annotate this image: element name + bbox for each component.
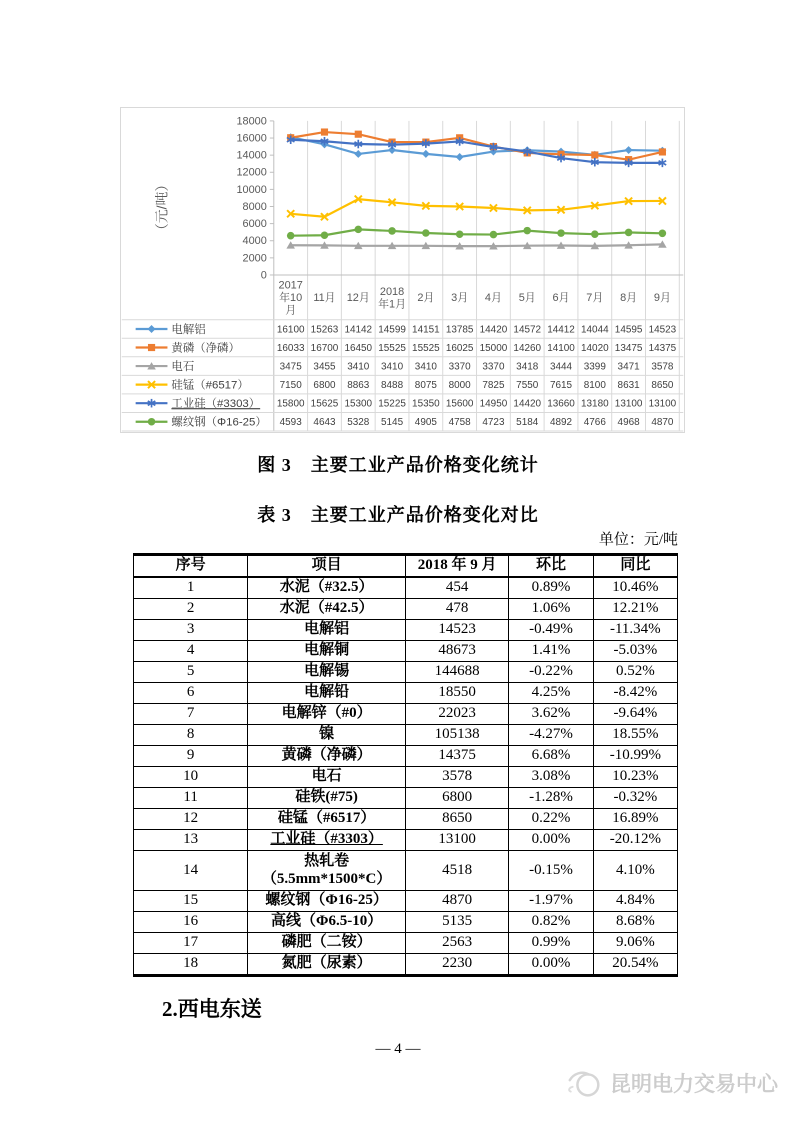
cell-price: 13100 <box>405 830 508 851</box>
cell-item: 硅锰（#6517） <box>248 809 406 830</box>
svg-text:9月: 9月 <box>653 292 671 305</box>
column-header: 2018 年 9 月 <box>405 555 508 578</box>
svg-text:2月: 2月 <box>417 292 435 305</box>
svg-text:16450: 16450 <box>344 343 373 354</box>
cell-yoy: 18.55% <box>593 725 677 746</box>
svg-text:电石: 电石 <box>171 361 195 374</box>
unit-label: 单位：元/吨 <box>598 532 678 548</box>
cell-item: 工业硅（#3303） <box>248 830 406 851</box>
svg-text:8000: 8000 <box>448 380 471 392</box>
table-row <box>134 891 678 912</box>
table-row <box>134 788 678 809</box>
svg-text:13660: 13660 <box>547 398 575 410</box>
svg-text:3475: 3475 <box>279 361 302 373</box>
svg-text:3444: 3444 <box>549 361 573 373</box>
svg-text:13785: 13785 <box>445 324 474 336</box>
comparison-table <box>133 553 678 977</box>
cell-item: 电解锌（#0） <box>248 704 406 725</box>
cell-item: 螺纹钢（Φ16-25） <box>248 891 406 912</box>
cell-index: 12 <box>134 809 248 830</box>
cell-index: 8 <box>134 725 248 746</box>
svg-text:16025: 16025 <box>445 343 474 354</box>
cell-yoy: -8.42% <box>593 683 677 704</box>
cell-mom: -0.15% <box>509 851 593 891</box>
cell-yoy: 4.10% <box>593 851 677 891</box>
svg-text:14595: 14595 <box>614 324 643 336</box>
footer-brand-lockup <box>566 1066 778 1100</box>
svg-text:15225: 15225 <box>378 398 406 410</box>
svg-text:4月: 4月 <box>484 292 502 305</box>
cell-mom: -4.27% <box>509 725 593 746</box>
svg-text:4968: 4968 <box>617 417 640 429</box>
svg-text:18000: 18000 <box>236 115 267 128</box>
svg-text:4723: 4723 <box>482 417 505 429</box>
svg-text:2018: 2018 <box>379 285 405 298</box>
cell-index: 15 <box>134 891 248 912</box>
svg-text:14950: 14950 <box>479 398 508 410</box>
cell-index: 5 <box>134 662 248 683</box>
svg-text:14151: 14151 <box>412 324 440 336</box>
cell-item: 电解锡 <box>248 662 406 683</box>
table-row <box>134 767 678 788</box>
cell-price: 14523 <box>405 620 508 641</box>
cell-item: 水泥（#32.5） <box>248 577 406 599</box>
svg-text:（元/吨）: （元/吨） <box>153 177 170 238</box>
svg-text:4000: 4000 <box>242 235 267 248</box>
cell-item: 氮肥（尿素） <box>248 954 406 976</box>
svg-text:8000: 8000 <box>242 200 267 213</box>
svg-text:13180: 13180 <box>581 398 609 410</box>
cell-price: 8650 <box>405 809 508 830</box>
cell-mom: 0.99% <box>509 933 593 954</box>
svg-text:4892: 4892 <box>549 417 573 429</box>
cell-index: 16 <box>134 912 248 933</box>
table-row <box>134 933 678 954</box>
svg-text:4870: 4870 <box>651 417 674 429</box>
svg-text:14260: 14260 <box>513 343 542 354</box>
cell-mom: -0.22% <box>509 662 593 683</box>
cell-item: 黄磷（净磷） <box>248 746 406 767</box>
svg-text:3418: 3418 <box>516 361 539 373</box>
cell-yoy: 8.68% <box>593 912 677 933</box>
cell-item: 电石 <box>248 767 406 788</box>
cell-price: 2230 <box>405 954 508 976</box>
cell-mom: 0.00% <box>509 954 593 976</box>
cell-price: 18550 <box>405 683 508 704</box>
cell-index: 4 <box>134 641 248 662</box>
svg-text:3月: 3月 <box>451 292 469 305</box>
table-row <box>134 830 678 851</box>
svg-text:15263: 15263 <box>310 324 339 336</box>
cell-item: 电解铅 <box>248 683 406 704</box>
svg-text:3410: 3410 <box>414 361 437 373</box>
cell-index: 1 <box>134 577 248 599</box>
price-trend-chart-svg <box>121 108 684 432</box>
svg-text:14523: 14523 <box>648 324 677 336</box>
table-row <box>134 851 678 891</box>
svg-text:3370: 3370 <box>482 361 505 373</box>
table-row <box>134 725 678 746</box>
cell-mom: 3.62% <box>509 704 593 725</box>
svg-text:3578: 3578 <box>651 361 674 373</box>
table-row <box>134 912 678 933</box>
table-row <box>134 577 678 599</box>
table-row <box>134 620 678 641</box>
cell-mom: 1.06% <box>509 599 593 620</box>
svg-text:7150: 7150 <box>279 380 302 392</box>
cell-index: 13 <box>134 830 248 851</box>
svg-text:8100: 8100 <box>583 380 606 392</box>
column-header: 同比 <box>593 555 677 578</box>
cell-yoy: -0.32% <box>593 788 677 809</box>
svg-text:月: 月 <box>285 304 297 317</box>
svg-text:15800: 15800 <box>276 398 305 410</box>
table-row <box>134 599 678 620</box>
price-trend-chart <box>120 107 685 433</box>
cell-index: 11 <box>134 788 248 809</box>
cell-mom: 0.22% <box>509 809 593 830</box>
cell-mom: -0.49% <box>509 620 593 641</box>
svg-text:11月: 11月 <box>313 292 336 305</box>
svg-text:14044: 14044 <box>581 324 609 336</box>
cell-index: 9 <box>134 746 248 767</box>
cell-mom: 0.89% <box>509 577 593 599</box>
section-heading: 2.西电东送 <box>162 997 262 1021</box>
cell-price: 4518 <box>405 851 508 891</box>
svg-text:3471: 3471 <box>617 361 640 373</box>
svg-text:年10: 年10 <box>279 292 303 305</box>
footer-brand-text: 昆明电力交易中心 <box>610 1073 778 1096</box>
cell-yoy: 10.46% <box>593 577 677 599</box>
cell-index: 6 <box>134 683 248 704</box>
svg-text:14020: 14020 <box>581 343 609 354</box>
cell-yoy: 12.21% <box>593 599 677 620</box>
svg-text:14420: 14420 <box>513 398 542 410</box>
svg-text:2000: 2000 <box>242 252 267 265</box>
svg-text:15600: 15600 <box>445 398 474 410</box>
cell-yoy: -10.99% <box>593 746 677 767</box>
cell-yoy: -9.64% <box>593 704 677 725</box>
svg-text:5184: 5184 <box>516 417 539 429</box>
svg-text:14412: 14412 <box>547 324 575 336</box>
svg-text:12月: 12月 <box>346 292 370 305</box>
cell-price: 3578 <box>405 767 508 788</box>
figure-caption: 图 3 主要工业产品价格变化统计 <box>257 455 539 475</box>
cell-price: 48673 <box>405 641 508 662</box>
cell-yoy: -20.12% <box>593 830 677 851</box>
svg-text:8650: 8650 <box>651 380 674 392</box>
cell-item: 高线（Φ6.5-10） <box>248 912 406 933</box>
cell-item: 电解铝 <box>248 620 406 641</box>
svg-text:4905: 4905 <box>414 417 437 429</box>
cell-yoy: 16.89% <box>593 809 677 830</box>
column-header: 项目 <box>248 555 406 578</box>
svg-text:6000: 6000 <box>242 218 267 231</box>
cell-price: 105138 <box>405 725 508 746</box>
svg-text:5145: 5145 <box>381 417 404 429</box>
cell-index: 3 <box>134 620 248 641</box>
svg-text:年1月: 年1月 <box>378 298 407 311</box>
cell-yoy: 9.06% <box>593 933 677 954</box>
cell-yoy: 0.52% <box>593 662 677 683</box>
cell-index: 14 <box>134 851 248 891</box>
svg-text:4766: 4766 <box>583 417 606 429</box>
cell-price: 4870 <box>405 891 508 912</box>
cell-price: 5135 <box>405 912 508 933</box>
cell-mom: -1.97% <box>509 891 593 912</box>
svg-text:黄磷（净磷）: 黄磷（净磷） <box>171 342 240 355</box>
cell-price: 2563 <box>405 933 508 954</box>
cell-mom: 4.25% <box>509 683 593 704</box>
cell-yoy: -11.34% <box>593 620 677 641</box>
cell-item: 镍 <box>248 725 406 746</box>
svg-text:13475: 13475 <box>614 343 643 354</box>
table-row <box>134 704 678 725</box>
svg-text:8075: 8075 <box>414 380 437 392</box>
svg-text:8月: 8月 <box>620 292 638 305</box>
svg-text:15350: 15350 <box>412 398 440 410</box>
cell-item: 电解铜 <box>248 641 406 662</box>
comparison-table-header-row <box>134 555 678 578</box>
svg-text:14599: 14599 <box>378 324 406 336</box>
cell-yoy: 10.23% <box>593 767 677 788</box>
cell-index: 2 <box>134 599 248 620</box>
svg-text:7825: 7825 <box>482 380 505 392</box>
cell-price: 14375 <box>405 746 508 767</box>
svg-text:3410: 3410 <box>347 361 370 373</box>
svg-text:8488: 8488 <box>381 380 404 392</box>
cell-yoy: -5.03% <box>593 641 677 662</box>
cell-index: 17 <box>134 933 248 954</box>
svg-text:13100: 13100 <box>648 398 677 410</box>
svg-text:5328: 5328 <box>347 417 370 429</box>
svg-text:14420: 14420 <box>479 324 508 336</box>
svg-text:工业硅（#3303）: 工业硅（#3303） <box>171 398 261 411</box>
svg-text:14000: 14000 <box>236 149 267 162</box>
svg-text:7615: 7615 <box>549 380 573 392</box>
svg-text:15525: 15525 <box>378 343 406 354</box>
cell-mom: 6.68% <box>509 746 593 767</box>
table-row <box>134 683 678 704</box>
svg-text:3455: 3455 <box>313 361 336 373</box>
svg-text:15625: 15625 <box>310 398 339 410</box>
cell-mom: 0.82% <box>509 912 593 933</box>
cell-price: 144688 <box>405 662 508 683</box>
cell-index: 7 <box>134 704 248 725</box>
svg-text:4593: 4593 <box>279 417 302 429</box>
svg-text:14375: 14375 <box>648 343 677 354</box>
svg-text:13100: 13100 <box>614 398 643 410</box>
svg-text:15300: 15300 <box>344 398 373 410</box>
svg-text:10000: 10000 <box>236 183 267 196</box>
svg-text:5月: 5月 <box>518 292 536 305</box>
cell-mom: 1.41% <box>509 641 593 662</box>
column-header: 序号 <box>134 555 248 578</box>
table-row <box>134 662 678 683</box>
svg-text:8631: 8631 <box>617 380 640 392</box>
page-number: — 4 — <box>375 1041 421 1057</box>
cell-index: 10 <box>134 767 248 788</box>
svg-text:4643: 4643 <box>313 417 336 429</box>
cell-mom: 0.00% <box>509 830 593 851</box>
cell-price: 454 <box>405 577 508 599</box>
svg-text:14142: 14142 <box>344 324 373 336</box>
table-row <box>134 809 678 830</box>
svg-text:7月: 7月 <box>586 292 604 305</box>
cell-price: 6800 <box>405 788 508 809</box>
svg-text:14572: 14572 <box>513 324 542 336</box>
svg-text:15525: 15525 <box>412 343 440 354</box>
cell-item: 磷肥（二铵） <box>248 933 406 954</box>
cell-price: 478 <box>405 599 508 620</box>
column-header: 环比 <box>509 555 593 578</box>
svg-text:3399: 3399 <box>583 361 606 373</box>
svg-text:16000: 16000 <box>236 132 267 145</box>
svg-text:0: 0 <box>260 269 267 282</box>
svg-text:16033: 16033 <box>276 343 305 354</box>
svg-text:8863: 8863 <box>347 380 370 392</box>
table-row <box>134 746 678 767</box>
table-caption: 表 3 主要工业产品价格变化对比 <box>257 505 539 525</box>
cell-item: 硅铁(#75) <box>248 788 406 809</box>
svg-text:12000: 12000 <box>236 166 267 179</box>
svg-text:电解铝: 电解铝 <box>171 323 206 336</box>
cell-item: 热轧卷 （5.5mm*1500*C） <box>248 851 406 891</box>
svg-text:2017: 2017 <box>278 279 303 292</box>
svg-text:3370: 3370 <box>448 361 471 373</box>
cell-price: 22023 <box>405 704 508 725</box>
svg-text:16700: 16700 <box>310 343 339 354</box>
svg-text:6800: 6800 <box>313 380 336 392</box>
svg-text:14100: 14100 <box>547 343 575 354</box>
cell-yoy: 20.54% <box>593 954 677 976</box>
svg-text:3410: 3410 <box>381 361 404 373</box>
cell-index: 18 <box>134 954 248 976</box>
svg-text:7550: 7550 <box>516 380 539 392</box>
svg-text:硅锰（#6517）: 硅锰（#6517） <box>171 379 249 392</box>
svg-text:6月: 6月 <box>552 292 570 305</box>
svg-text:螺纹钢（Φ16-25）: 螺纹钢（Φ16-25） <box>171 416 267 429</box>
cell-mom: 3.08% <box>509 767 593 788</box>
footer-logo-icon <box>566 1066 604 1100</box>
table-row <box>134 641 678 662</box>
table-row <box>134 954 678 976</box>
svg-text:16100: 16100 <box>276 324 305 336</box>
svg-text:4758: 4758 <box>448 417 471 429</box>
cell-yoy: 4.84% <box>593 891 677 912</box>
svg-text:15000: 15000 <box>479 343 508 354</box>
cell-item: 水泥（#42.5） <box>248 599 406 620</box>
cell-mom: -1.28% <box>509 788 593 809</box>
